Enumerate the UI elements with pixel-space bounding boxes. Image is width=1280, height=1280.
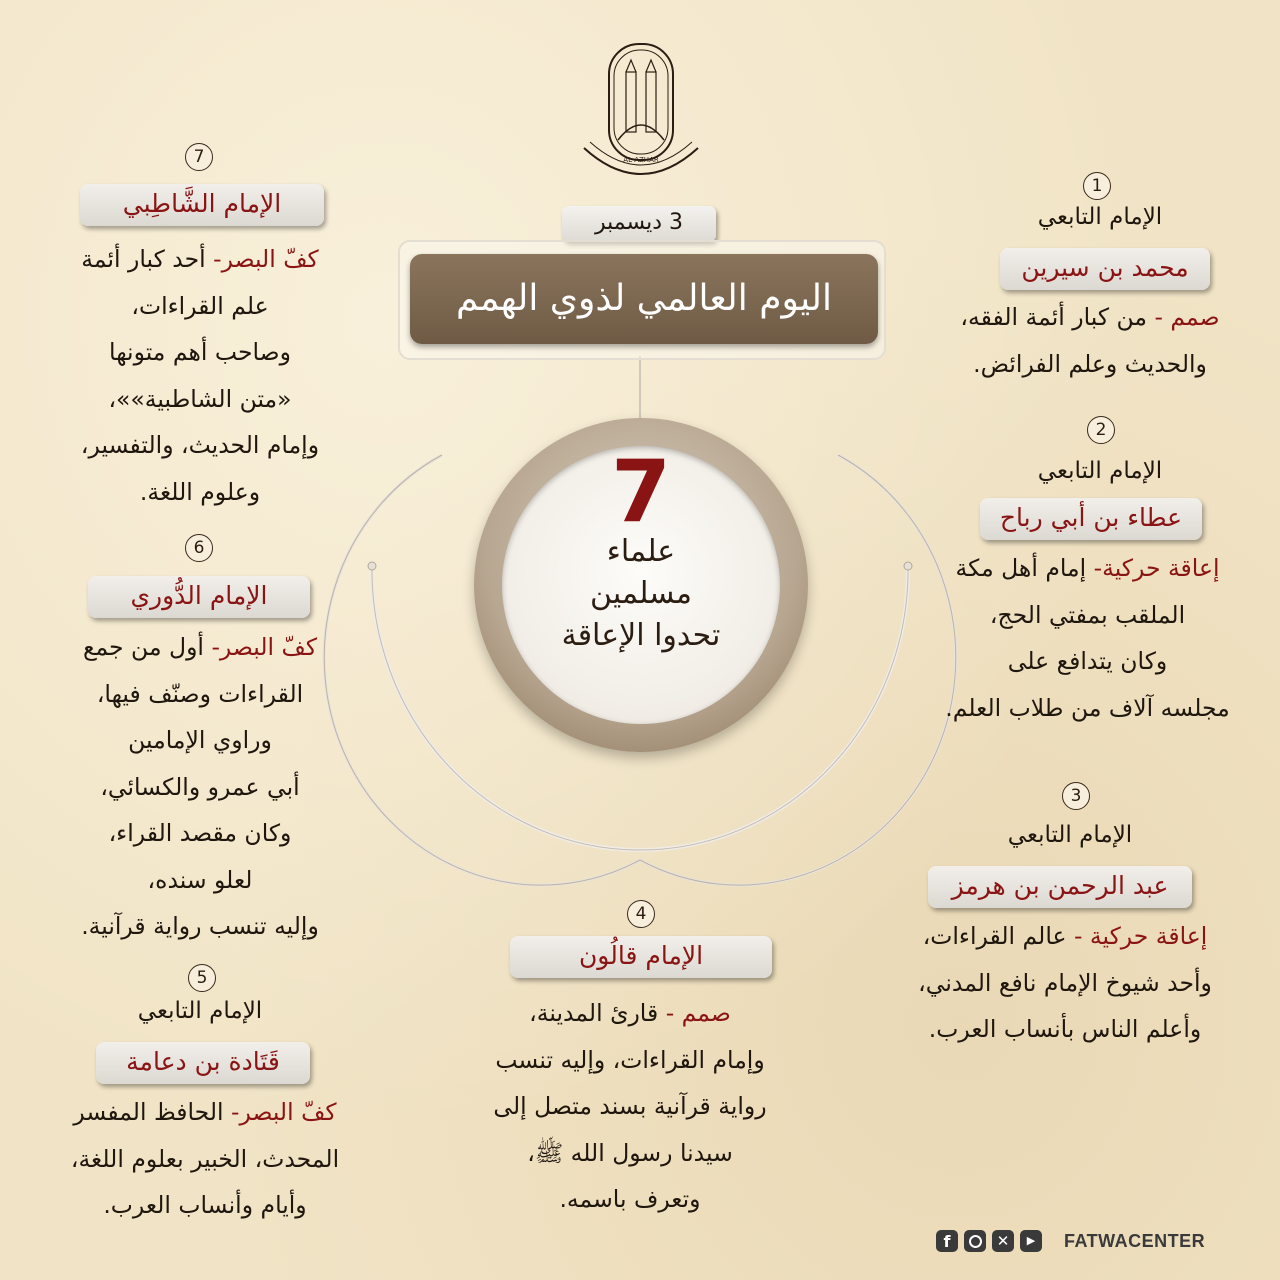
scholar-3-line-1 — [860, 913, 1270, 960]
scholar-7-name: الإمام الشَّاطِبي — [80, 184, 324, 226]
scholar-2-line-2: الملقب بمفتي الحج، — [989, 600, 1186, 629]
page-title: اليوم العالمي لذوي الهمم — [456, 278, 832, 319]
center-line-3: تحدوا الإعاقة — [561, 618, 721, 653]
scholar-7-line-5: وإمام الحديث، والتفسير، — [80, 431, 320, 459]
center-line-1: علماء — [606, 534, 676, 569]
scholar-4-line-3: رواية قرآنية بسند متصل إلى — [493, 1092, 767, 1120]
scholar-7-line-1 — [20, 236, 380, 283]
scholar-6-name: الإمام الدُّوري — [88, 576, 310, 618]
scholar-5-number: 5 — [188, 964, 216, 992]
x-icon[interactable]: ✕ — [992, 1230, 1014, 1252]
title-box — [410, 254, 878, 344]
scholar-5-line-1-rest: الحافظ المفسر — [73, 1098, 224, 1126]
scholar-4-number: 4 — [627, 900, 655, 928]
scholar-4-line-4: سيدنا رسول الله ﷺ، — [527, 1138, 733, 1167]
scholar-3-text — [860, 913, 1270, 1053]
scholar-5-line-3: وأيام وأنساب العرب. — [103, 1191, 307, 1219]
scholar-7-line-1-rest: أحد كبار أئمة — [81, 245, 206, 273]
facebook-icon[interactable]: f — [936, 1230, 958, 1252]
scholar-6-line-4: أبي عمرو والكسائي، — [100, 772, 300, 801]
scholar-6-text — [20, 624, 380, 950]
scholar-3-line-2: وأحد شيوخ الإمام نافع المدني، — [918, 968, 1212, 997]
scholar-1-line-1 — [910, 294, 1270, 341]
scholar-2-text — [900, 545, 1275, 731]
social-icons — [936, 1230, 1048, 1254]
scholar-6-tag: كفّ البصر- — [203, 633, 318, 661]
center-line-2: مسلمين — [590, 576, 692, 611]
scholar-7-line-6: وعلوم اللغة. — [139, 477, 261, 506]
scholar-3-prefix: الإمام التابعي — [1007, 822, 1133, 848]
scholar-4-tag: صمم - — [658, 999, 731, 1027]
scholar-2-line-1 — [900, 545, 1275, 592]
scholar-6-number: 6 — [185, 534, 213, 562]
scholar-6-line-1 — [20, 624, 380, 671]
scholar-3-line-1-rest: عالم القراءات، — [922, 922, 1067, 950]
date-text: 3 ديسمبر — [594, 210, 684, 235]
scholar-7-line-4: «متن الشاطبية»»، — [108, 384, 292, 413]
scholar-4-line-1 — [430, 990, 830, 1037]
scholar-7-text — [20, 236, 380, 515]
scholar-5-line-2: المحدث، الخبير بعلوم اللغة، — [70, 1144, 340, 1173]
scholar-1-name: محمد بن سيرين — [1000, 248, 1210, 290]
scholar-5-prefix: الإمام التابعي — [137, 998, 263, 1024]
scholar-7-tag: كفّ البصر- — [205, 245, 319, 273]
instagram-icon[interactable] — [964, 1230, 986, 1252]
scholar-5-line-1 — [20, 1089, 390, 1136]
date-tag — [562, 206, 716, 242]
center-number: 7 — [611, 442, 671, 542]
scholar-1-line-2: والحديث وعلم الفرائض. — [973, 349, 1207, 378]
scholar-1-line-1-rest: من كبار أئمة الفقه، — [960, 303, 1147, 331]
scholar-6-line-6: لعلو سنده، — [147, 865, 253, 894]
scholar-3-number: 3 — [1062, 782, 1090, 810]
footer-brand: FATWACENTER — [1064, 1231, 1206, 1251]
scholar-7-line-3: وصاحب أهم متونها — [109, 338, 291, 366]
scholar-7-number: 7 — [185, 143, 213, 171]
youtube-icon[interactable]: ▶ — [1020, 1230, 1042, 1252]
scholar-6-line-1-rest: أول من جمع — [82, 633, 204, 661]
scholar-5-text — [20, 1089, 390, 1229]
scholar-1-prefix: الإمام التابعي — [1037, 204, 1163, 230]
al-azhar-logo — [576, 30, 706, 180]
scholar-4-name: الإمام قالُون — [510, 936, 772, 978]
scholar-4-line-5: وتعرف باسمه. — [559, 1185, 701, 1213]
scholar-1-text — [910, 294, 1270, 387]
scholar-4-line-1-rest: قارئ المدينة، — [529, 999, 659, 1027]
scholar-2-line-1-rest: إمام أهل مكة — [955, 554, 1087, 582]
scholar-1-tag: صمم - — [1146, 303, 1220, 331]
scholar-4-text — [430, 990, 830, 1223]
scholar-2-line-4: مجلسه آلاف من طلاب العلم. — [945, 693, 1230, 722]
scholar-7-line-2: علم القراءات، — [131, 291, 269, 320]
scholar-6-line-7: وإليه تنسب رواية قرآنية. — [81, 912, 319, 940]
scholar-3-line-3: وأعلم الناس بأنساب العرب. — [928, 1015, 1202, 1043]
scholar-6-line-2: القراءات وصنّف فيها، — [96, 679, 304, 708]
scholar-5-tag: كفّ البصر- — [223, 1098, 337, 1126]
scholar-6-line-3: وراوي الإمامين — [128, 726, 272, 754]
scholar-6-line-5: وكان مقصد القراء، — [108, 819, 292, 847]
scholar-1-number: 1 — [1083, 172, 1111, 200]
scholar-5-name: قَتَادة بن دعامة — [96, 1042, 310, 1084]
scholar-2-tag: إعاقة حركية- — [1086, 554, 1220, 582]
scholar-3-name: عبد الرحمن بن هرمز — [928, 866, 1192, 908]
logo-text: AL-AZHAR — [623, 156, 659, 164]
scholar-2-line-3: وكان يتدافع على — [1007, 647, 1168, 675]
scholar-4-line-2: وإمام القراءات، وإليه تنسب — [495, 1045, 765, 1074]
scholar-3-tag: إعاقة حركية - — [1066, 922, 1208, 950]
scholar-2-name: عطاء بن أبي رباح — [980, 498, 1202, 540]
scholar-2-prefix: الإمام التابعي — [1037, 458, 1163, 484]
scholar-2-number: 2 — [1087, 416, 1115, 444]
